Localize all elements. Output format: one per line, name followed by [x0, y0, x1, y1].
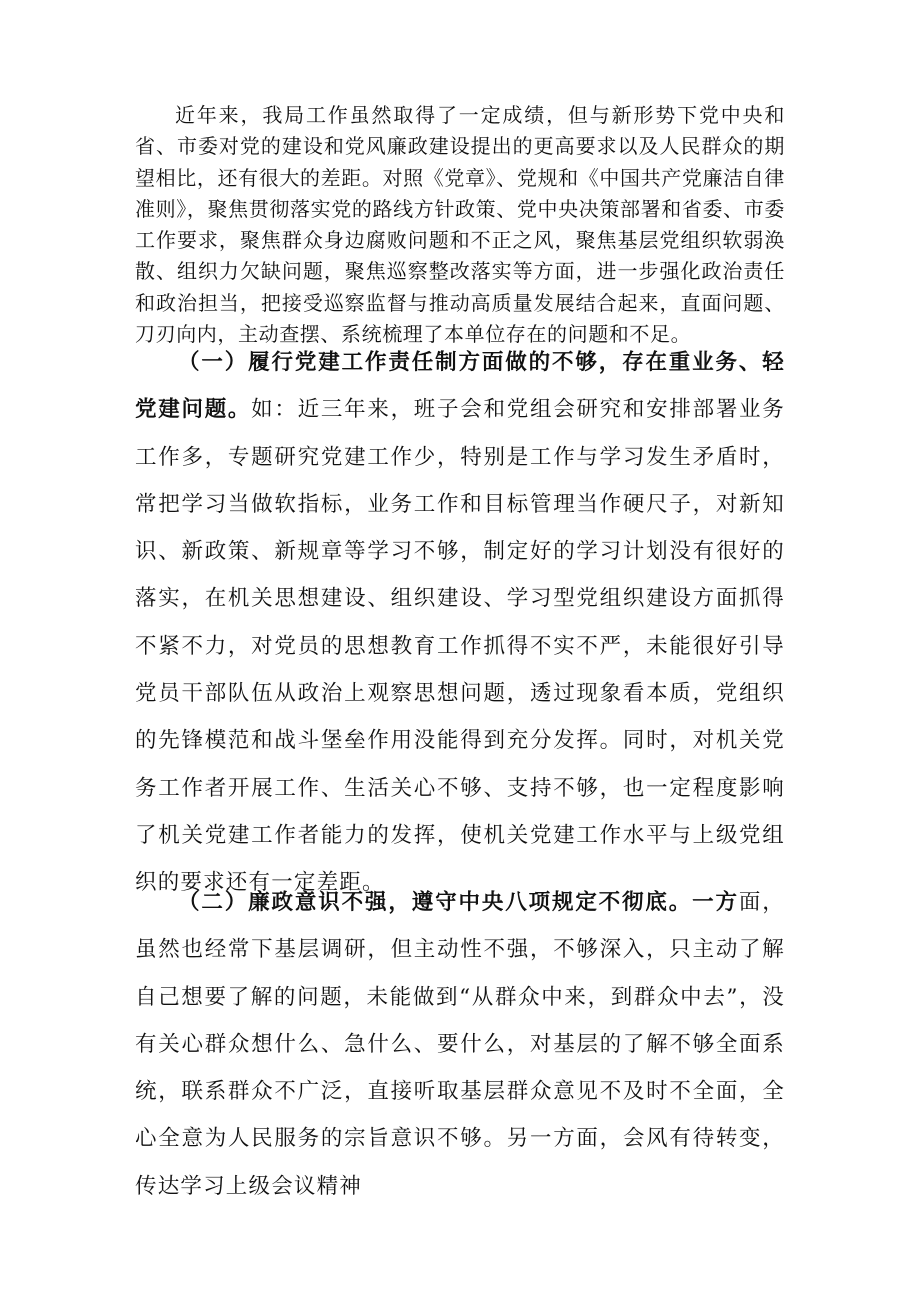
section-1-heading: （一）履行党建工作责任制方面做的不够，存在重业务、轻党建问题。	[135, 350, 785, 423]
section-1-body: 如：近三年来，班子会和党组会研究和安排部署业务工作多，专题研究党建工作少，特别是工作与学习发生矛盾时，常把学习当做软指标，业务工作和目标管理当作硬尺子，对新知识、新政策、新规章等学习不够，制定好的学习计划没有很好的落实，在机关思想建设、组织建设、学习型党组织建设方面抓得不紧不力，对党员的思想教育工作抓得不实不严，未能很好引导党员干部队伍从政治上观察思想问题，透过现象看本质，党组织的先锋模范和战斗堡垒作用没能得到充分发挥。同时，对机关党务工作者开展工作、生活关心不够、支持不够，也一定程度影响了机关党建工作者能力的发挥，使机关党建工作水平与上级党组织的要求还有一定差距。	[135, 397, 785, 896]
section-2-heading: （二）廉政意识不强，遵守中央八项规定不彻底。一方	[178, 890, 739, 915]
section-2-body: 面，虽然也经常下基层调研，但主动性不强，不够深入，只主动了解自己想要了解的问题，未能做到“从群众中来，到群众中去”，没有关心群众想什么、急什么、要什么，对基层的了解不够全面系统，联系群众不广泛，直接听取基层群众意见不及时不全面，全心全意为人民服务的宗旨意识不够。另一方面，会风有待转变，传达学习上级会议精神	[135, 890, 785, 1199]
section-1-paragraph	[135, 339, 785, 907]
intro-paragraph: 近年来，我局工作虽然取得了一定成绩，但与新形势下党中央和省、市委对党的建设和党风廉政建设提出的更高要求以及人民群众的期望相比，还有很大的差距。对照《党章》、党规和《中国共产党廉洁自律准则》，聚焦贯彻落实党的路线方针政策、党中央决策部署和省委、市委工作要求，聚焦群众身边腐败问题和不正之风，聚焦基层党组织软弱涣散、组织力欠缺问题，聚焦巡察整改落实等方面，进一步强化政治责任和政治担当，把接受巡察监督与推动高质量发展结合起来，直面问题、刀刃向内，主动查摆、系统梳理了本单位存在的问题和不足。	[135, 103, 785, 347]
section-2-paragraph	[135, 879, 785, 1210]
